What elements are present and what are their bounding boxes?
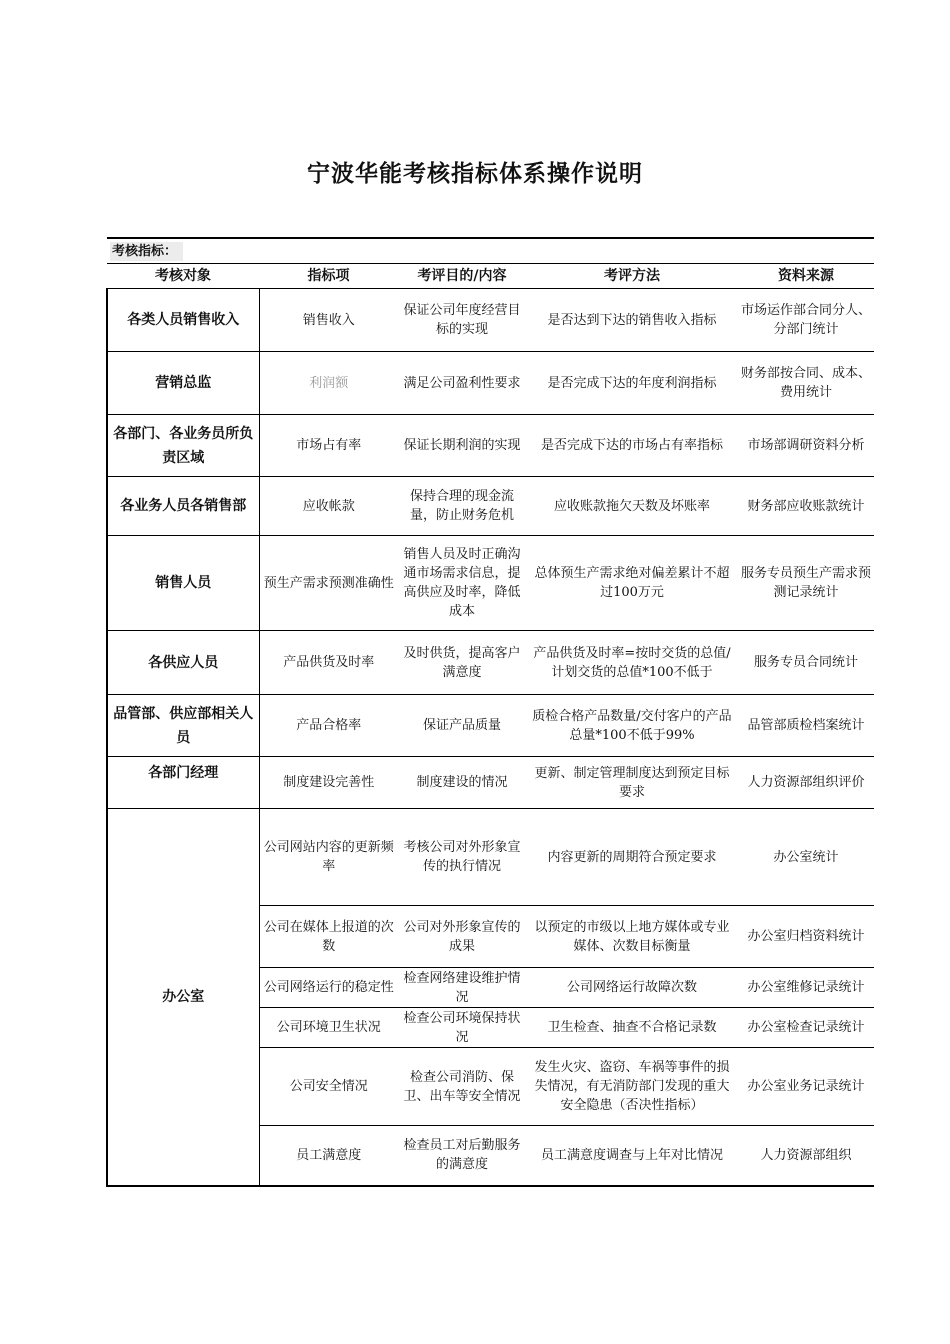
purpose-cell: 检查网络建设维护情况: [398, 968, 526, 1008]
item-cell: 利润额: [259, 352, 398, 415]
purpose-cell: 保证长期利润的实现: [398, 415, 526, 477]
section-row: [107, 238, 874, 264]
method-cell: 员工满意度调查与上年对比情况: [526, 1126, 738, 1186]
table-row: [107, 477, 874, 536]
kpi-table: [106, 237, 874, 1187]
table-row: [107, 631, 874, 695]
table-row: [107, 809, 874, 906]
table-row: [107, 695, 874, 757]
column-header: 考评目的/内容: [398, 264, 526, 289]
source-cell: 服务专员合同统计: [738, 631, 874, 695]
source-cell: 办公室维修记录统计: [738, 968, 874, 1008]
method-cell: 产品供货及时率=按时交货的总值/计划交货的总值*100不低于: [526, 631, 738, 695]
column-header: 指标项: [259, 264, 398, 289]
purpose-cell: 考核公司对外形象宣传的执行情况: [398, 809, 526, 906]
purpose-cell: 检查员工对后勤服务的满意度: [398, 1126, 526, 1186]
purpose-cell: 公司对外形象宣传的成果: [398, 906, 526, 968]
purpose-cell: 保证产品质量: [398, 695, 526, 757]
source-cell: 财务部应收账款统计: [738, 477, 874, 536]
purpose-cell: 满足公司盈利性要求: [398, 352, 526, 415]
item-cell: 公司在媒体上报道的次数: [259, 906, 398, 968]
item-cell: 公司安全情况: [259, 1048, 398, 1126]
purpose-cell: 销售人员及时正确沟通市场需求信息，提高供应及时率，降低成本: [398, 536, 526, 631]
item-cell: 公司网络运行的稳定性: [259, 968, 398, 1008]
purpose-cell: 保证公司年度经营目标的实现: [398, 289, 526, 352]
item-cell: 产品供货及时率: [259, 631, 398, 695]
method-cell: 以预定的市级以上地方媒体或专业媒体、次数目标衡量: [526, 906, 738, 968]
source-cell: 财务部按合同、成本、费用统计: [738, 352, 874, 415]
item-cell: 销售收入: [259, 289, 398, 352]
purpose-cell: 保持合理的现金流量，防止财务危机: [398, 477, 526, 536]
source-cell: 品管部质检档案统计: [738, 695, 874, 757]
table-row: [107, 536, 874, 631]
table-row: [107, 415, 874, 477]
method-cell: 是否完成下达的市场占有率指标: [526, 415, 738, 477]
item-cell: 公司环境卫生状况: [259, 1008, 398, 1048]
purpose-cell: 检查公司环境保持状况: [398, 1008, 526, 1048]
source-cell: 市场部调研资料分析: [738, 415, 874, 477]
purpose-cell: 及时供货，提高客户满意度: [398, 631, 526, 695]
target-cell: 销售人员: [107, 536, 259, 631]
item-cell: 预生产需求预测准确性: [259, 536, 398, 631]
item-cell: 产品合格率: [259, 695, 398, 757]
target-cell: 各类人员销售收入: [107, 289, 259, 352]
source-cell: 人力资源部组织评价: [738, 757, 874, 809]
target-cell: 营销总监: [107, 352, 259, 415]
method-cell: 是否达到下达的销售收入指标: [526, 289, 738, 352]
method-cell: 是否完成下达的年度利润指标: [526, 352, 738, 415]
table-row: [107, 289, 874, 352]
source-cell: 办公室统计: [738, 809, 874, 906]
item-cell: 应收帐款: [259, 477, 398, 536]
target-cell: 各部门、各业务员所负责区域: [107, 415, 259, 477]
purpose-cell: 制度建设的情况: [398, 757, 526, 809]
source-cell: 办公室检查记录统计: [738, 1008, 874, 1048]
target-cell: 各业务人员各销售部: [107, 477, 259, 536]
method-cell: 更新、制定管理制度达到预定目标要求: [526, 757, 738, 809]
column-header: 资料来源: [738, 264, 874, 289]
table-row: [107, 352, 874, 415]
target-cell: 品管部、供应部相关人员: [107, 695, 259, 757]
target-cell: 办公室: [107, 809, 259, 1186]
method-cell: 应收账款拖欠天数及坏账率: [526, 477, 738, 536]
source-cell: 市场运作部合同分人、分部门统计: [738, 289, 874, 352]
method-cell: 总体预生产需求绝对偏差累计不超过100万元: [526, 536, 738, 631]
item-cell: 员工满意度: [259, 1126, 398, 1186]
item-cell: 制度建设完善性: [259, 757, 398, 809]
target-cell: 各供应人员: [107, 631, 259, 695]
column-header: 考核对象: [107, 264, 259, 289]
target-cell: 各部门经理: [107, 757, 259, 809]
source-cell: 办公室业务记录统计: [738, 1048, 874, 1126]
source-cell: 服务专员预生产需求预测记录统计: [738, 536, 874, 631]
method-cell: 公司网络运行故障次数: [526, 968, 738, 1008]
table-header: [107, 264, 874, 289]
source-cell: 人力资源部组织: [738, 1126, 874, 1186]
table-row: [107, 757, 874, 809]
item-cell: 市场占有率: [259, 415, 398, 477]
source-cell: 办公室归档资料统计: [738, 906, 874, 968]
purpose-cell: 检查公司消防、保卫、出车等安全情况: [398, 1048, 526, 1126]
item-cell: 公司网站内容的更新频率: [259, 809, 398, 906]
section-label: 考核指标：: [110, 242, 183, 261]
column-header: 考评方法: [526, 264, 738, 289]
method-cell: 质检合格产品数量/交付客户的产品总量*100不低于99%: [526, 695, 738, 757]
page-title: 宁波华能考核指标体系操作说明: [307, 161, 643, 187]
method-cell: 发生火灾、盗窃、车祸等事件的损失情况，有无消防部门发现的重大安全隐患（否决性指标）: [526, 1048, 738, 1126]
method-cell: 卫生检查、抽查不合格记录数: [526, 1008, 738, 1048]
method-cell: 内容更新的周期符合预定要求: [526, 809, 738, 906]
